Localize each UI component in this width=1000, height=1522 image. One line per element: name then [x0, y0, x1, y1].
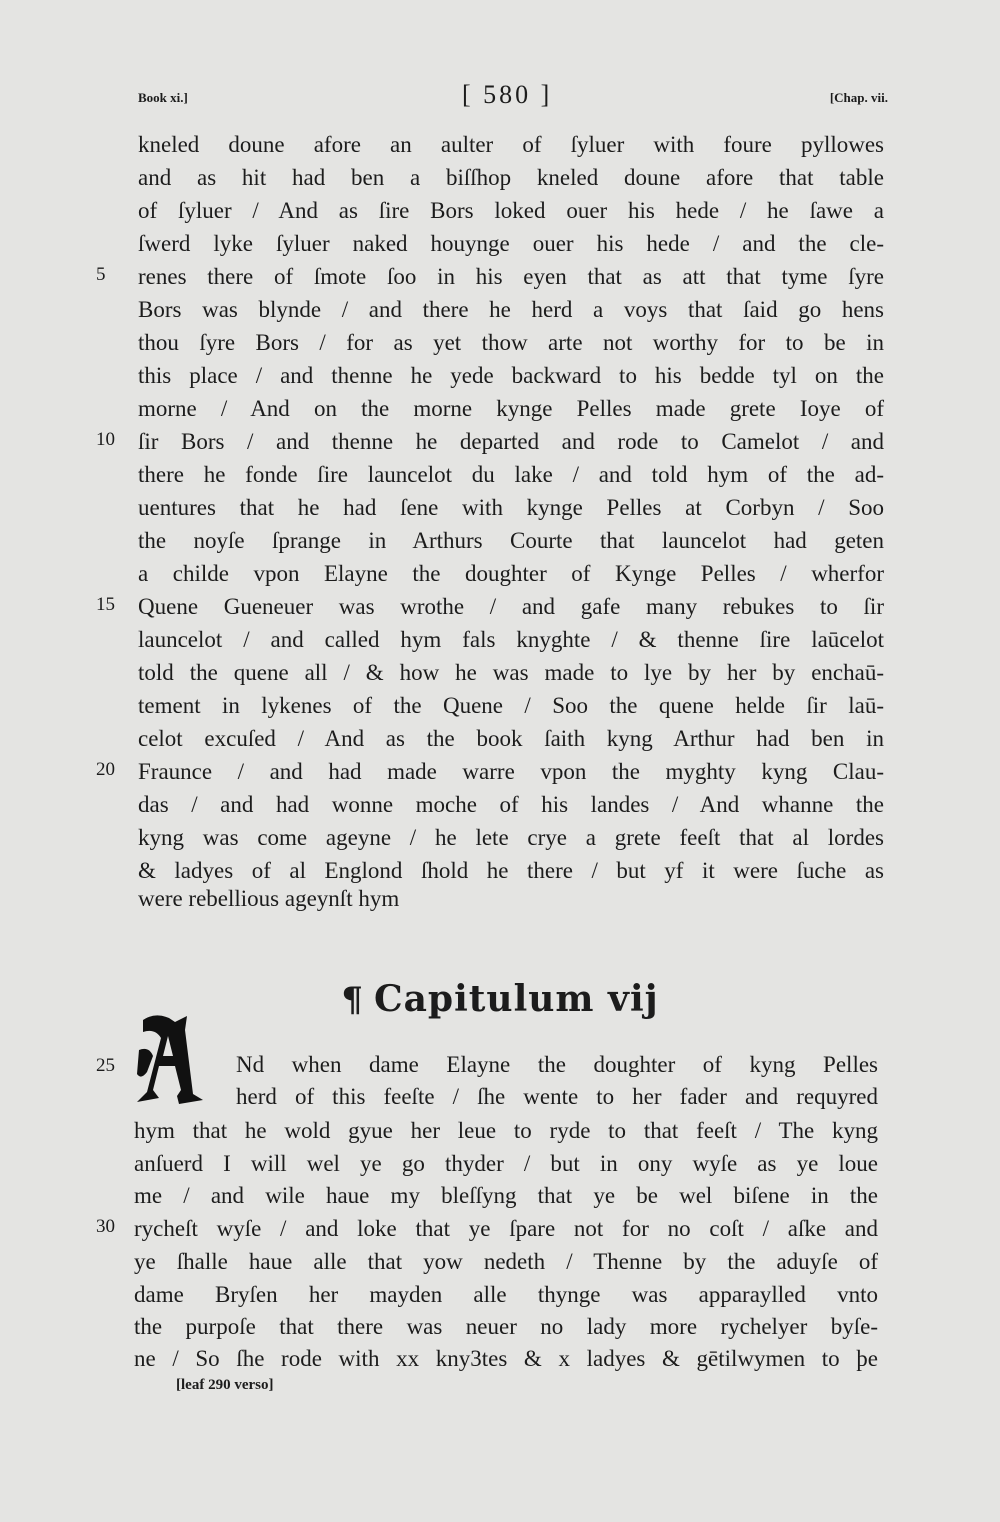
chapter-title: Capitulum vij: [373, 978, 659, 1020]
line-number: 30: [96, 1216, 115, 1237]
text-line: ye ſhalle haue alle that yow nedeth / Thenne by the aduyſe of: [134, 1249, 878, 1274]
header-book: Book xi.]: [138, 90, 188, 105]
text-line: the purpoſe that there was neuer no lady more rychelyer byſe-: [134, 1314, 878, 1339]
text-line: tement in lykenes of the Quene / Soo the quene helde ſir laū-: [138, 693, 884, 718]
text-line: launcelot / and called hym fals knyghte / & thenne ſire laūcelot: [138, 627, 884, 652]
text-line: the noyſe ſprange in Arthurs Courte that launcelot had geten: [138, 528, 884, 553]
text-line: rycheſt wyſe / and loke that ye ſpare not for no coſt / aſke and: [134, 1216, 878, 1241]
line-number: 5: [96, 264, 106, 285]
text-line: told the quene all / & how he was made to lye by her by enchaū-: [138, 660, 884, 685]
text-line: this place / and thenne he yede backward to his bedde tyl on the: [138, 363, 884, 388]
text-line: herd of this feeſte / ſhe wente to her fader and requyred: [236, 1084, 878, 1109]
text-line: ſir Bors / and thenne he departed and rode to Camelot / and: [138, 429, 884, 454]
leaf-note: [leaf 290 verso]: [176, 1377, 274, 1393]
page-number: [ 580 ]: [462, 80, 553, 109]
text-line: & ladyes of al Englond ſhold he there / but yf it were ſuche as: [138, 858, 884, 883]
line-number: 20: [96, 759, 115, 780]
decorated-initial-icon: [135, 1010, 205, 1106]
text-line: Nd when dame Elayne the doughter of kyng Pelles: [236, 1052, 878, 1077]
text-line: kyng was come ageyne / he lete crye a grete feeſt that al lordes: [138, 825, 884, 850]
text-line: Quene Gueneuer was wrothe / and gafe many rebukes to ſir: [138, 594, 884, 619]
text-line: anſuerd I will wel ye go thyder / but in ony wyſe as ye loue: [134, 1151, 878, 1176]
text-line: Fraunce / and had made warre vpon the myghty kyng Clau-: [138, 759, 884, 784]
header-chapter: [Chap. vii.: [829, 90, 888, 105]
text-line: das / and had wonne moche of his landes / And whanne the: [138, 792, 884, 817]
line-number: 25: [96, 1055, 115, 1076]
running-header: [0, 80, 1000, 114]
text-line: celot excuſed / And as the book ſaith kyng Arthur had ben in: [138, 726, 884, 751]
text-line: there he fonde ſire launcelot du lake / and told hym of the ad-: [138, 462, 884, 487]
text-line: Bors was blynde / and there he herd a voys that ſaid go hens: [138, 297, 884, 322]
text-line: me / and wile haue my bleſſyng that ye be wel biſene in the: [134, 1183, 878, 1208]
text-line: morne / And on the morne kynge Pelles made grete Ioye of: [138, 396, 884, 421]
text-line: renes there of ſmote ſoo in his eyen that as att that tyme ſyre: [138, 264, 884, 289]
text-line: ne / So ſhe rode with xx kny3tes & x ladyes & gētilwymen to þe: [134, 1346, 878, 1371]
text-line: a childe vpon Elayne the doughter of Kynge Pelles / wherfor: [138, 561, 884, 586]
text-line: of ſyluer / And as ſire Bors loked ouer his hede / he ſawe a: [138, 198, 884, 223]
text-line: hym that he wold gyue her leue to ryde to that feeſt / The kyng: [134, 1118, 878, 1143]
line-number: 10: [96, 429, 115, 450]
text-line: kneled doune afore an aulter of ſyluer with foure pyllowes: [138, 132, 884, 157]
pilcrow-mark: ¶: [341, 980, 364, 1020]
text-line: and as hit had ben a biſſhop kneled doune afore that table: [138, 165, 884, 190]
text-line: ſwerd lyke ſyluer naked houynge ouer his hede / and the cle-: [138, 231, 884, 256]
text-line: uentures that he had ſene with kynge Pelles at Corbyn / Soo: [138, 495, 884, 520]
text-line: dame Bryſen her mayden alle thynge was apparaylled vnto: [134, 1282, 878, 1307]
line-number: 15: [96, 594, 115, 615]
text-line: thou ſyre Bors / for as yet thow arte not worthy for to be in: [138, 330, 884, 355]
text-line: were rebellious ageynſt hym: [138, 886, 400, 911]
